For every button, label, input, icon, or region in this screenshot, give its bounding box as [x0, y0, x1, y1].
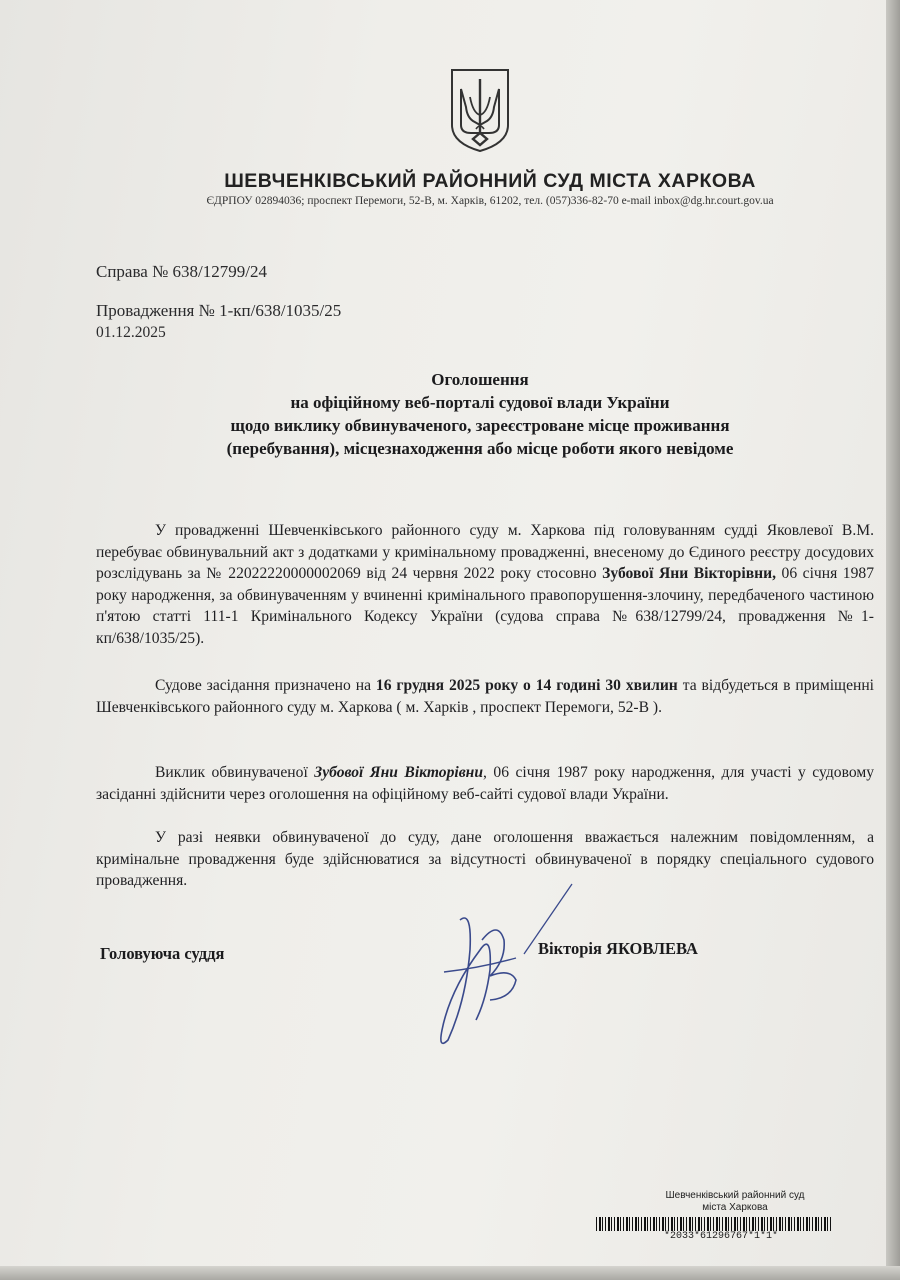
- announcement-title: [150, 368, 810, 460]
- paragraph-proceeding: [96, 520, 874, 649]
- case-number: Справа № 638/12799/24: [96, 262, 267, 281]
- coat-of-arms-icon: [449, 67, 511, 153]
- text: 06 січня 1987 року народження, за обвинуваченням у вчиненні кримінального правопорушення-злочину, передбаченого частиною п'ятою статті 111-1 Кримінального Кодексу України (судова справа №638/12799/24, провадження №1-кп/638/1035/25).: [96, 565, 874, 647]
- proceeding-number: Провадження № 1-кп/638/1035/25: [96, 301, 342, 320]
- document-date: 01.12.2025: [96, 324, 166, 341]
- text: У провадженні Шевченківського районного суду м. Харкова під головуванням судді Яковлевої В.М. перебуває обвинувальний акт з додатками у кримінальному провадженні, внесеному до Єдиного реєстру досудових розслідувань за № 22022220000002069 від 24 червня 2022 року стосовно: [96, 522, 874, 582]
- title-line: (перебування), місцезнаходження або місце роботи якого невідоме: [226, 439, 734, 458]
- barcode-number: *2033*61296767*1*1*: [663, 1231, 779, 1242]
- accused-name: Зубової Яни Вікторівни,: [602, 565, 776, 582]
- barcode: [596, 1217, 831, 1231]
- title-line: на офіційному веб-порталі судової влади України: [290, 393, 670, 412]
- page-bottom-edge: [0, 1266, 900, 1280]
- title-line: Оголошення: [431, 370, 529, 389]
- court-contact-details: ЄДРПОУ 02894036; проспект Перемоги, 52-В, м. Харків, 61202, тел. (057)336-82-70 e-mail inbox@dg.hr.court.gov.ua: [206, 195, 774, 207]
- court-stamp: [640, 1190, 830, 1214]
- title-line: щодо виклику обвинуваченого, зареєстроване місце проживання: [230, 416, 730, 435]
- paragraph-absence: У разі неявки обвинуваченої до суду, дане оголошення вважається належним повідомленням, а кримінальне провадження буде здійснюватися за відсутності обвинуваченої в порядку спеціального судового провадження.: [96, 829, 874, 889]
- handwritten-signature: [420, 880, 590, 1060]
- court-name: ШЕВЧЕНКІВСЬКИЙ РАЙОННИЙ СУД МІСТА ХАРКОВА: [224, 170, 756, 192]
- hearing-datetime: 16 грудня 2025 року о 14 годині 30 хвилин: [375, 677, 678, 694]
- text: Судове засідання призначено на: [155, 677, 376, 694]
- text: , 06 січня 1987 року народження, для участі у судовому засіданні здійснити через оголошення на офіційному веб-сайті судової влади України.: [96, 764, 874, 803]
- paragraph-summons: [96, 762, 874, 805]
- accused-name: Зубової Яни Вікторівни: [314, 764, 484, 781]
- paragraph-hearing: [96, 675, 874, 718]
- judge-role: Головуюча суддя: [100, 944, 225, 963]
- judge-name: Вікторія ЯКОВЛЕВА: [538, 939, 698, 958]
- stamp-line: міста Харкова: [702, 1202, 768, 1213]
- text: Виклик обвинуваченої: [155, 764, 315, 781]
- stamp-line: Шевченківський районний суд: [665, 1190, 805, 1201]
- text: та відбудеться в приміщенні Шевченківського районного суду м. Харкова ( м. Харків , проспект Перемоги, 52-В ).: [96, 677, 875, 716]
